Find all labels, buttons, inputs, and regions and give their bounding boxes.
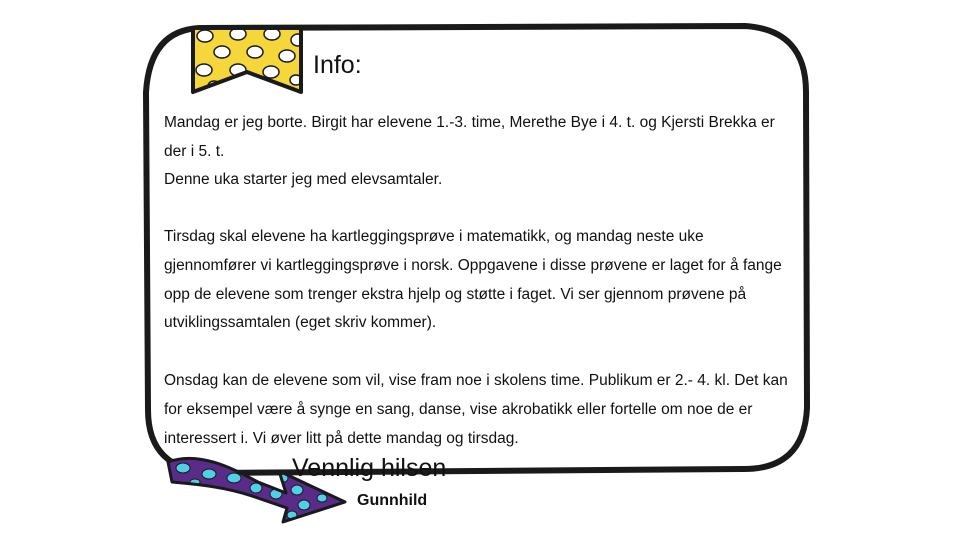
closing-greeting: Vennlig hilsen	[292, 454, 447, 482]
paragraph-monday: Mandag er jeg borte. Birgit har elevene 1.-3. time, Merethe Bye i 4. t. og Kjersti Brekka er der i 5. t.	[164, 114, 775, 160]
paragraph-wednesday: Onsdag kan de elevene som vil, vise fram noe i skolens time. Publikum er 2.- 4. kl. Det kan for eksempel være å synge en sang, danse, vise akrobatikk eller fortelle om noe de er interessert i. Vi øver litt på dette mandag og tirsdag.	[164, 372, 788, 447]
paragraph-elevsamtaler: Denne uka starter jeg med elevsamtaler.	[164, 171, 443, 188]
notice-title: Info:	[313, 51, 362, 79]
paragraph-tuesday: Tirsdag skal elevene ha kartleggingsprøve i matematikk, og mandag neste uke gjennomfører vi kartleggingsprøve i norsk. Oppgavene i disse prøvene er laget for å fange opp de elevene som trenger ekstra hjelp og støtte i faget. Vi ser gjennom prøvene på utviklingssamtalen (eget skriv kommer).	[164, 228, 782, 332]
signature: Gunnhild	[357, 492, 428, 509]
